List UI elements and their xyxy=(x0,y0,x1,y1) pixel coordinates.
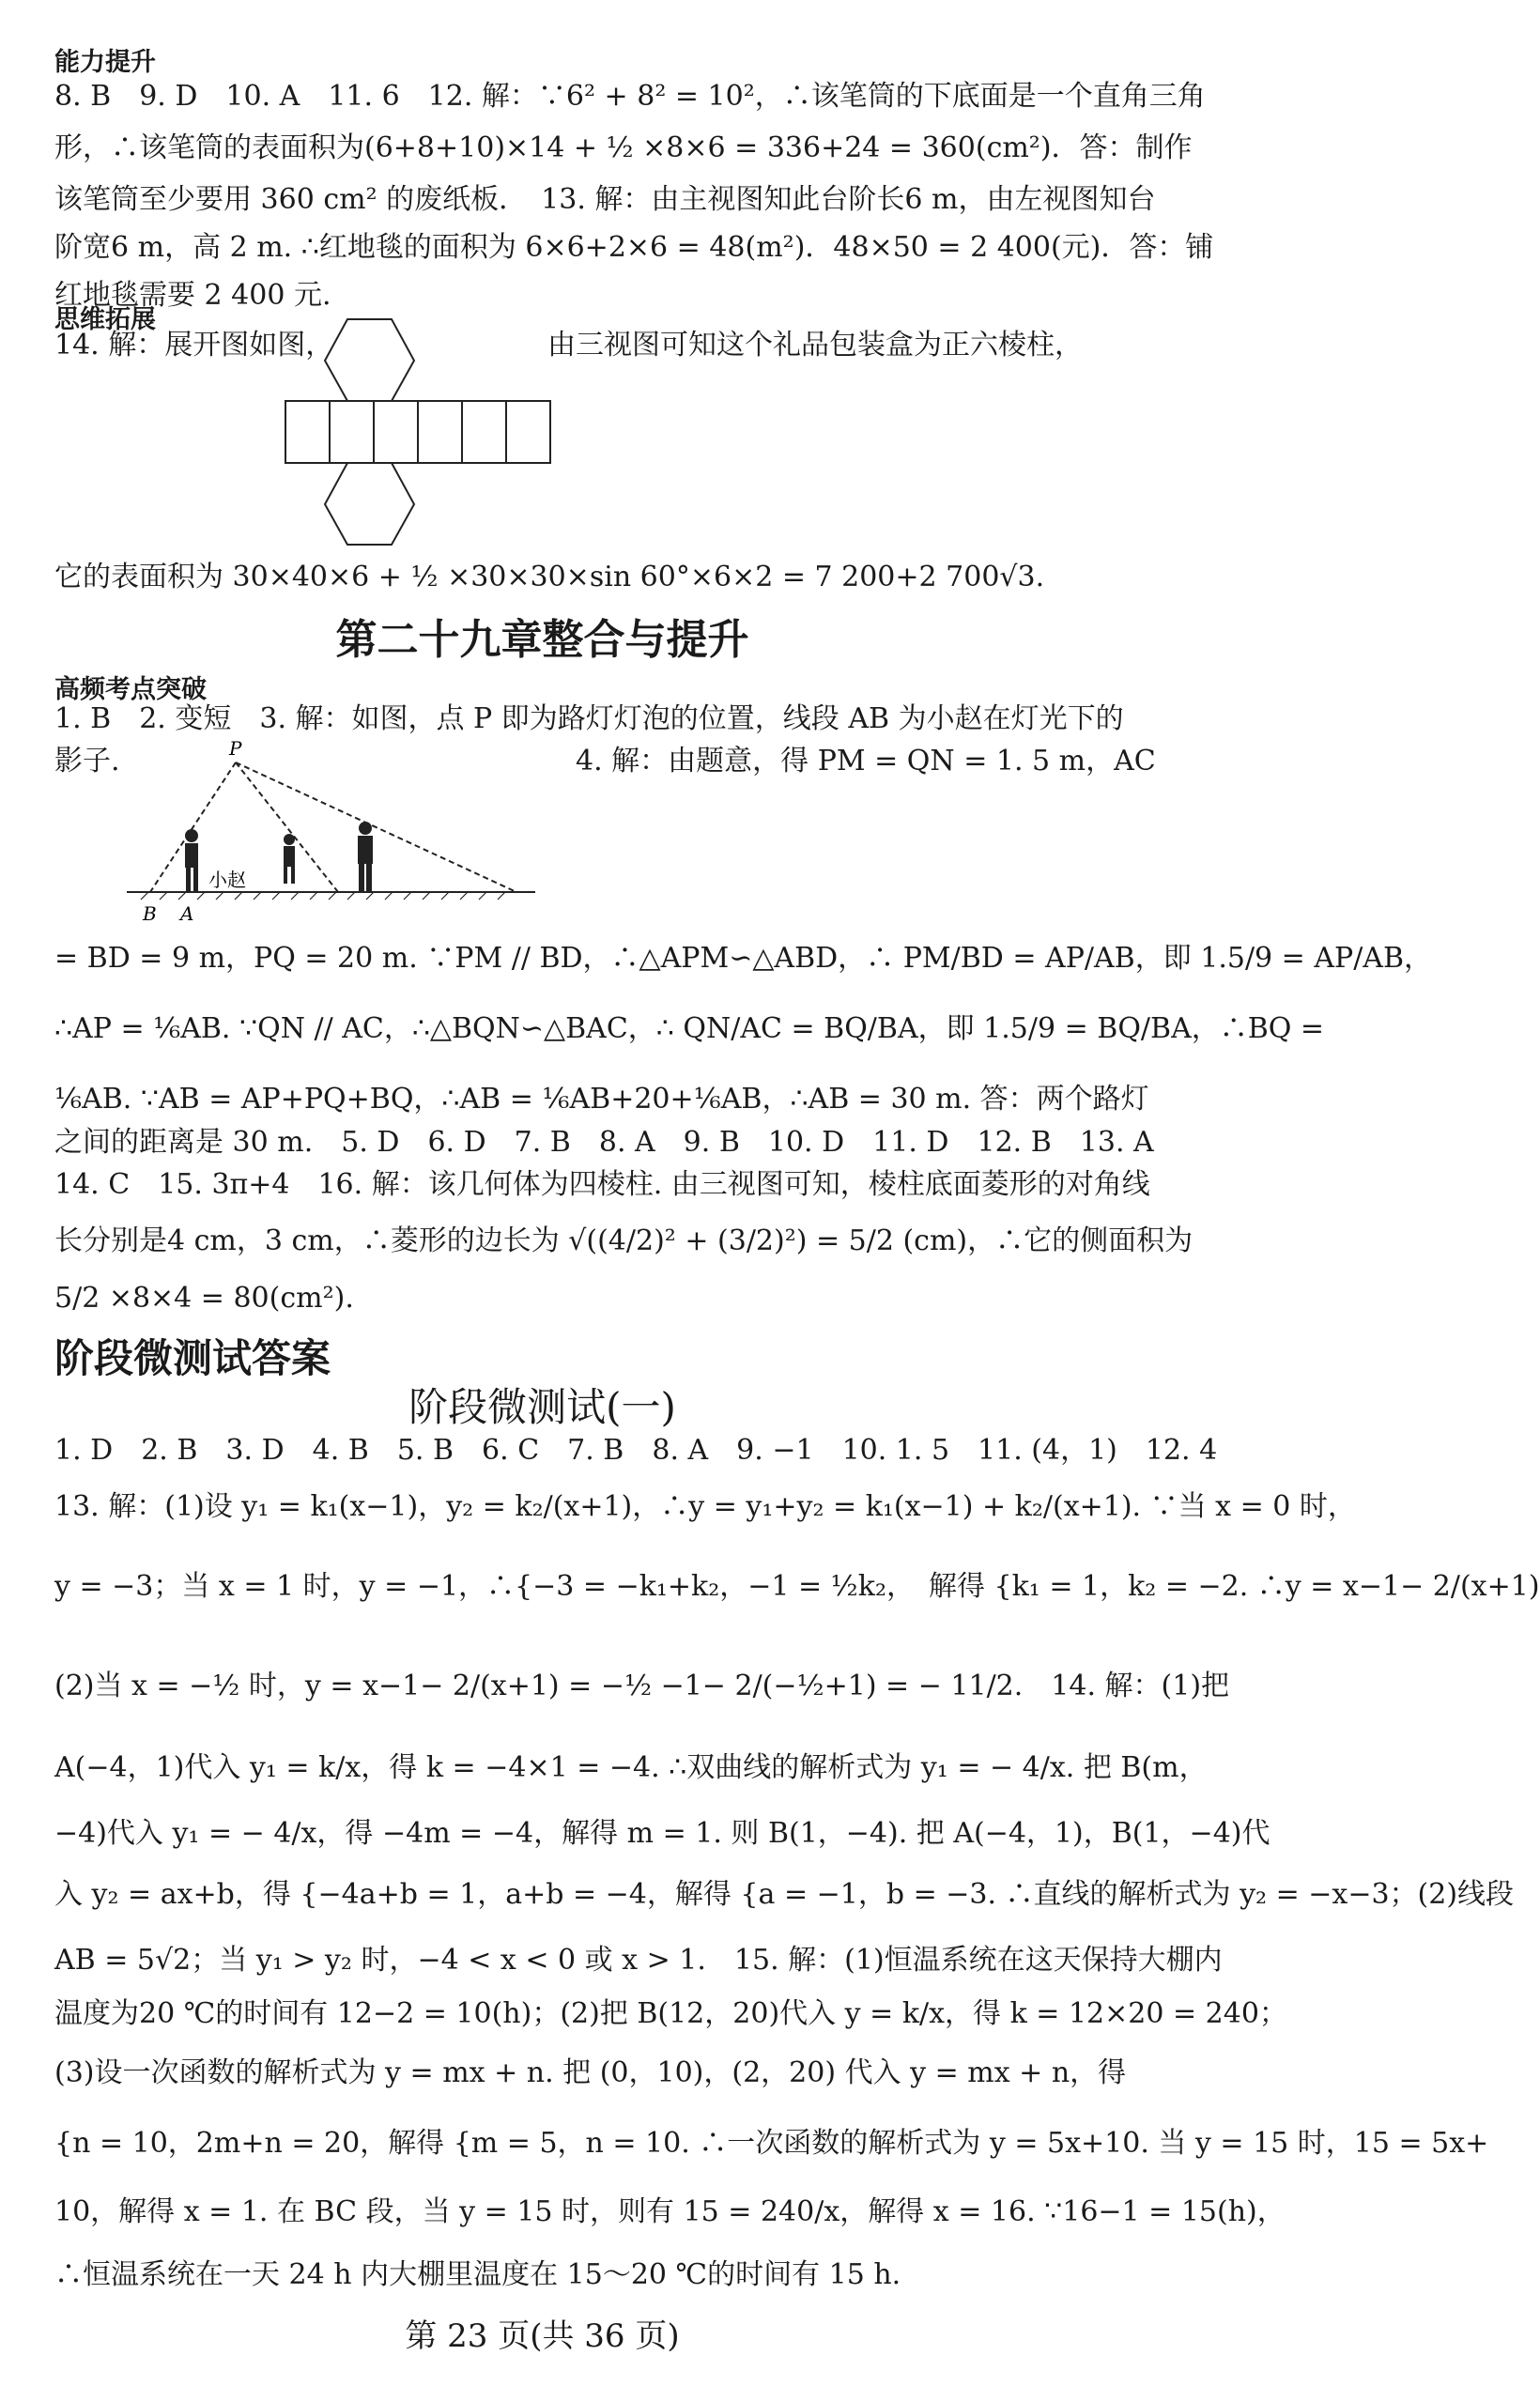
text-line: −4)代入 y₁ = − 4/x，得 −4m = −4，解得 m = 1. 则 B(1，−4). 把 A(−4，1)，B(1，−4)代 xyxy=(54,1817,1270,1850)
text-line: 它的表面积为 30×40×6 + ½ ×30×30×sin 60°×6×2 = 7 200+2 700√3. xyxy=(54,561,1045,593)
net-face-5 xyxy=(462,401,506,463)
text-line: ⅙AB. ∵AB = AP+PQ+BQ，∴AB = ⅙AB+20+⅙AB，∴AB = 30 m. 答：两个路灯 xyxy=(54,1083,1149,1116)
page-number-footer: 第 23 页(共 36 页) xyxy=(405,2317,680,2355)
text-line: 之间的距离是 30 m. 5. D 6. D 7. B 8. A 9. B 10. D 11. D 12. B 13. A xyxy=(54,1126,1154,1159)
text-line: 该笔筒至少要用 360 cm² 的废纸板． 13. 解：由主视图知此台阶长6 m，由左视图知台 xyxy=(54,183,1156,216)
text-line: 阶宽6 m，高 2 m. ∴红地毯的面积为 6×6+2×6 = 48(m²)．48×50 = 2 400(元)．答：铺 xyxy=(54,231,1214,264)
text-line: (3)设一次函数的解析式为 y = mx + n. 把 (0，10)，(2，20) 代入 y = mx + n，得 xyxy=(54,2056,1127,2089)
text-line: y = −3；当 x = 1 时，y = −1，∴{−3 = −k₁+k₂，−1 = ½k₂， 解得 {k₁ = 1，k₂ = −2. ∴y = x−1− 2/(x+1) xyxy=(54,1570,1540,1603)
net-face-3 xyxy=(374,401,418,463)
text-line: 形，∴该笔筒的表面积为(6+8+10)×14 + ½ ×8×6 = 336+24 = 360(cm²)．答：制作 xyxy=(54,131,1193,164)
top-hexagon xyxy=(325,319,414,401)
section-heading-highfreq: 高频考点突破 xyxy=(54,675,207,704)
text-line: 4. 解：由题意，得 PM = QN = 1. 5 m，AC xyxy=(576,745,1156,777)
text-line: {n = 10，2m+n = 20，解得 {m = 5，n = 10. ∴一次函数的解析式为 y = 5x+10. 当 y = 15 时，15 = 5x+ xyxy=(54,2127,1489,2160)
label-a: A xyxy=(180,902,194,925)
text-line: 14. C 15. 3π+4 16. 解：该几何体为四棱柱. 由三视图可知，棱柱底面菱形的对角线 xyxy=(54,1168,1150,1201)
stage-test-subtitle: 阶段微测试(一) xyxy=(408,1384,676,1430)
text-line: 影子. xyxy=(54,745,120,777)
text-line: 入 y₂ = ax+b，得 {−4a+b = 1，a+b = −4，解得 {a = −1，b = −3. ∴直线的解析式为 y₂ = −x−3；(2)线段 xyxy=(54,1878,1515,1911)
hexagonal-prism-net-figure xyxy=(282,315,554,579)
net-face-6 xyxy=(506,401,550,463)
text-line: A(−4，1)代入 y₁ = k/x，得 k = −4×1 = −4. ∴双曲线的解析式为 y₁ = − 4/x. 把 B(m， xyxy=(54,1751,1208,1784)
net-face-2 xyxy=(330,401,374,463)
text-line: 10，解得 x = 1. 在 BC 段，当 y = 15 时，则有 15 = 240/x，解得 x = 16. ∵16−1 = 15(h)， xyxy=(54,2195,1286,2228)
text-line: 红地毯需要 2 400 元. xyxy=(54,279,331,312)
section-heading-extension: 思维拓展 xyxy=(54,305,156,334)
net-face-1 xyxy=(285,401,330,463)
text-line: 由三视图可知这个礼品包装盒为正六棱柱， xyxy=(547,329,1083,362)
label-b: B xyxy=(143,902,157,925)
text-line: 8. B 9. D 10. A 11. 6 12. 解：∵6² + 8² = 10²，∴该笔筒的下底面是一个直角三角 xyxy=(54,80,1206,113)
stage-test-heading: 阶段微测试答案 xyxy=(54,1335,331,1381)
text-line: 14. 解：展开图如图， xyxy=(54,329,334,362)
chapter-title: 第二十九章整合与提升 xyxy=(335,616,749,664)
text-line: 温度为20 ℃的时间有 12−2 = 10(h)；(2)把 B(12，20)代入 y = k/x，得 k = 12×20 = 240； xyxy=(54,1997,1287,2030)
text-line: ∴AP = ⅙AB. ∵QN // AC，∴△BQN∽△BAC，∴ QN/AC = BQ/BA，即 1.5/9 = BQ/BA，∴BQ = xyxy=(54,1012,1325,1045)
text-line: ∴恒温系统在一天 24 h 内大棚里温度在 15～20 ℃的时间有 15 h. xyxy=(54,2258,901,2291)
bottom-hexagon xyxy=(325,463,414,545)
section-heading-ability: 能力提升 xyxy=(54,48,156,77)
text-line: 长分别是4 cm，3 cm，∴菱形的边长为 √((4/2)² + (3/2)²) = 5/2 (cm)，∴它的侧面积为 xyxy=(54,1224,1194,1257)
text-line: = BD = 9 m，PQ = 20 m. ∵PM // BD，∴△APM∽△ABD，∴ PM/BD = AP/AB，即 1.5/9 = AP/AB， xyxy=(54,942,1433,975)
text-line: 13. 解：(1)设 y₁ = k₁(x−1)，y₂ = k₂/(x+1)，∴y = y₁+y₂ = k₁(x−1) + k₂/(x+1). ∵当 x = 0 时， xyxy=(54,1490,1356,1523)
label-xiaozhao: 小赵 xyxy=(208,869,246,891)
street-lamp-shadow-figure xyxy=(122,734,545,925)
net-face-4 xyxy=(418,401,462,463)
text-line: 1. B 2. 变短 3. 解：如图，点 P 即为路灯灯泡的位置，线段 AB 为小赵在灯光下的 xyxy=(54,702,1124,735)
text-line: 5/2 ×8×4 = 80(cm²). xyxy=(54,1282,354,1315)
text-line: (2)当 x = −½ 时，y = x−1− 2/(x+1) = −½ −1− 2/(−½+1) = − 11/2. 14. 解：(1)把 xyxy=(54,1670,1230,1702)
text-line: 1. D 2. B 3. D 4. B 5. B 6. C 7. B 8. A 9. −1 10. 1. 5 11. (4，1) 12. 4 xyxy=(54,1434,1218,1467)
label-p: P xyxy=(229,737,242,760)
text-line: AB = 5√2；当 y₁ > y₂ 时，−4 < x < 0 或 x > 1. 15. 解：(1)恒温系统在这天保持大棚内 xyxy=(54,1944,1223,1977)
